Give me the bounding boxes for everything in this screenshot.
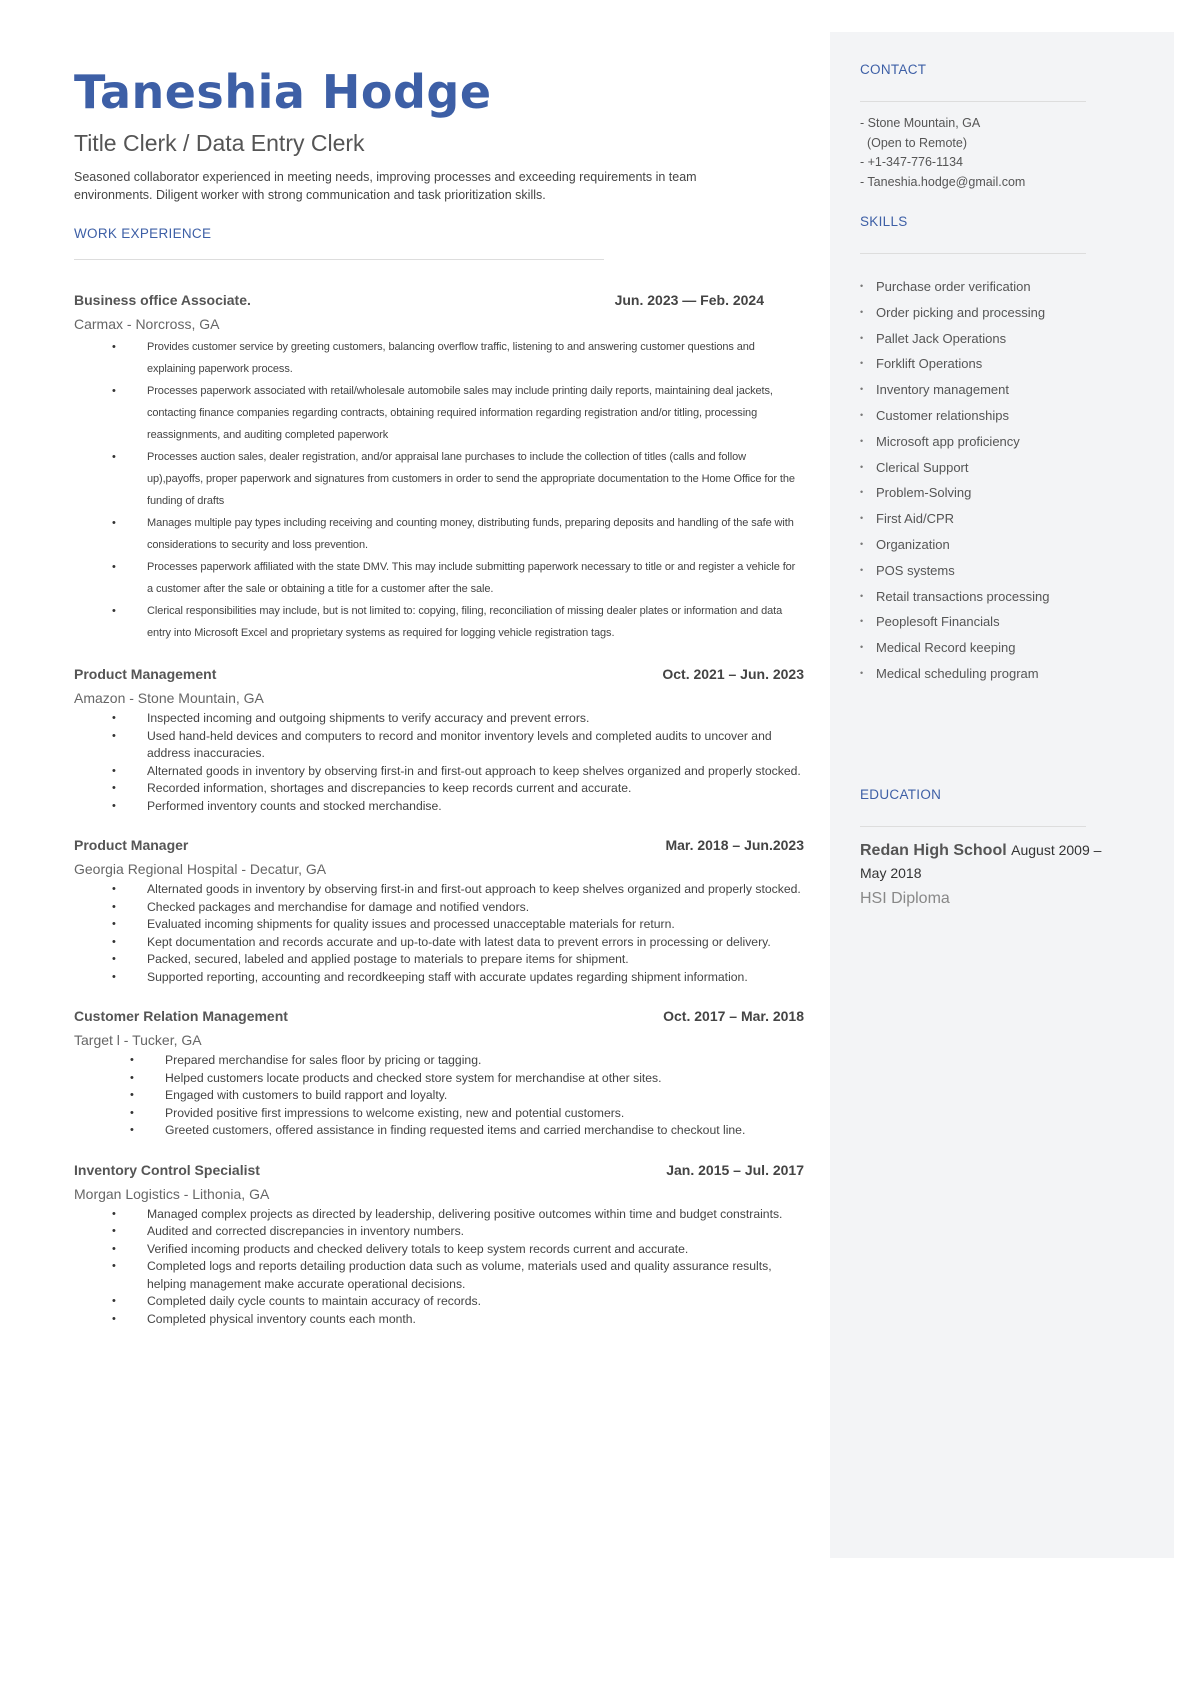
main-column xyxy=(74,62,804,1328)
bullet-item: • Supported reporting, accounting and recordkeeping staff with accurate updates regarding shipment information. xyxy=(74,969,804,987)
job-list xyxy=(74,292,804,1328)
bullet-item: • Kept documentation and records accurate and up-to-date with latest data to prevent errors in processing or delivery. xyxy=(74,934,804,952)
bullet-item: • Processes paperwork associated with retail/wholesale automobile sales may include printing daily reports, maintaining deal jackets, contacting finance companies regarding contracts, obtaining required information regarding registration and/or titling, processing reassignments, and auditing completed paperwork xyxy=(74,380,804,446)
contact-item: - Taneshia.hodge@gmail.com xyxy=(860,174,1026,189)
job-dates: Jan. 2015 – Jul. 2017 xyxy=(666,1161,804,1178)
bullet-item: • Provides customer service by greeting customers, balancing overflow traffic, listening to and answering customer questions and explaining paperwork process. xyxy=(74,336,804,380)
job-dates: Oct. 2017 – Mar. 2018 xyxy=(663,1008,804,1024)
sidebar xyxy=(830,32,1174,1558)
job-header xyxy=(74,292,804,312)
job-role: Customer Relation Management xyxy=(74,1008,288,1024)
job-dates: Jun. 2023 — Feb. 2024 xyxy=(614,292,764,308)
section-divider xyxy=(74,259,604,260)
summary: Seasoned collaborator experienced in meeting needs, improving processes and exceeding requirements in team environments. Diligent worker with strong communication and task prioritization skills. xyxy=(74,170,697,202)
contact-list xyxy=(860,114,1146,192)
job-organization: Georgia Regional Hospital - Decatur, GA xyxy=(74,861,327,877)
job-organization: Carmax - Norcross, GA xyxy=(74,316,220,332)
job-organization: Amazon - Stone Mountain, GA xyxy=(74,690,264,706)
job-title: Title Clerk / Data Entry Clerk xyxy=(74,130,365,156)
bullet-item: • Alternated goods in inventory by observing first-in and first-out approach to keep shelves organized and properly stocked. xyxy=(74,881,804,899)
job-bullets xyxy=(74,1206,804,1329)
skill-item: • Organization xyxy=(860,532,1146,558)
skill-item: • Order picking and processing xyxy=(860,300,1146,326)
bullet-item: • Completed logs and reports detailing production data such as volume, materials used and quality assurance results, helping management make accurate operational decisions. xyxy=(74,1258,804,1293)
section-divider xyxy=(860,253,1086,254)
bullet-item: • Verified incoming products and checked delivery totals to keep system records current and accurate. xyxy=(74,1241,804,1259)
job-entry xyxy=(74,292,804,644)
skill-item: • Problem-Solving xyxy=(860,480,1146,506)
job-header xyxy=(74,666,804,686)
bullet-item: • Checked packages and merchandise for damage and notified vendors. xyxy=(74,899,804,917)
school-name: Redan High School xyxy=(860,841,1007,859)
bullet-item: • Helped customers locate products and checked store system for merchandise at other sites. xyxy=(74,1070,804,1088)
bullet-item: • Alternated goods in inventory by observing first-in and first-out approach to keep shelves organized and properly stocked. xyxy=(74,763,804,781)
contact-item: - +1-347-776-1134 xyxy=(860,155,963,169)
education-entry xyxy=(860,839,1120,885)
bullet-item: • Audited and corrected discrepancies in inventory numbers. xyxy=(74,1223,804,1241)
bullet-item: • Recorded information, shortages and discrepancies to keep records current and accurate. xyxy=(74,780,804,798)
bullet-item: • Completed daily cycle counts to maintain accuracy of records. xyxy=(74,1293,804,1311)
skill-item: • Microsoft app proficiency xyxy=(860,429,1146,455)
bullet-item: • Manages multiple pay types including receiving and counting money, distributing funds, preparing deposits and handling of the safe with considerations to security and loss prevention. xyxy=(74,512,804,556)
bullet-item: • Prepared merchandise for sales floor by pricing or tagging. xyxy=(74,1052,804,1070)
bullet-item: • Engaged with customers to build rapport and loyalty. xyxy=(74,1087,804,1105)
job-role: Product Management xyxy=(74,666,217,682)
job-header xyxy=(74,1008,804,1028)
job-header xyxy=(74,1162,804,1182)
job-bullets xyxy=(74,1052,804,1140)
bullet-item: • Inspected incoming and outgoing shipments to verify accuracy and prevent errors. xyxy=(74,710,804,728)
job-role: Product Manager xyxy=(74,837,189,853)
job-entry xyxy=(74,1162,804,1329)
skill-item: • Clerical Support xyxy=(860,455,1146,481)
skill-item: • Retail transactions processing xyxy=(860,584,1146,610)
job-organization: Target l - Tucker, GA xyxy=(74,1032,202,1048)
bullet-item: • Used hand-held devices and computers to record and monitor inventory levels and completed audits to uncover and address inaccuracies. xyxy=(74,728,804,763)
skill-item: • Medical Record keeping xyxy=(860,635,1146,661)
skill-item: • Medical scheduling program xyxy=(860,661,1146,687)
bullet-item: • Evaluated incoming shipments for quality issues and processed unacceptable materials for return. xyxy=(74,916,804,934)
skill-item: • Forklift Operations xyxy=(860,351,1146,377)
job-role: Business office Associate. xyxy=(74,292,251,308)
skill-item: • Inventory management xyxy=(860,377,1146,403)
skill-item: • Purchase order verification xyxy=(860,274,1146,300)
section-divider xyxy=(860,826,1086,827)
skill-item: • Pallet Jack Operations xyxy=(860,326,1146,352)
degree: HSI Diploma xyxy=(860,889,950,907)
job-organization: Morgan Logistics - Lithonia, GA xyxy=(74,1185,270,1202)
bullet-item: • Clerical responsibilities may include, but is not limited to: copying, filing, reconciliation of missing dealer plates or information and data entry into Microsoft Excel and proprietary systems as required for logging vehicle registration tags. xyxy=(74,600,804,644)
bullet-item: • Performed inventory counts and stocked merchandise. xyxy=(74,798,804,816)
job-header xyxy=(74,837,804,857)
job-dates: Oct. 2021 – Jun. 2023 xyxy=(662,666,804,682)
job-entry xyxy=(74,666,804,815)
skill-item: • First Aid/CPR xyxy=(860,506,1146,532)
bullet-item: • Greeted customers, offered assistance in finding requested items and carried merchandise to checkout line. xyxy=(74,1122,804,1140)
bullet-item: • Managed complex projects as directed by leadership, delivering positive outcomes within time and budget constraints. xyxy=(74,1206,804,1224)
skill-item: • Customer relationships xyxy=(860,403,1146,429)
contact-item: (Open to Remote) xyxy=(860,135,967,150)
job-dates: Mar. 2018 – Jun.2023 xyxy=(665,837,804,853)
job-bullets xyxy=(74,336,804,644)
skills-list xyxy=(860,274,1146,687)
bullet-item: • Processes paperwork affiliated with the state DMV. This may include submitting paperwork necessary to title or and register a vehicle for a customer after the sale or obtaining a title for a customer after the sale. xyxy=(74,556,804,600)
contact-item: - Stone Mountain, GA xyxy=(860,116,981,130)
bullet-item: • Completed physical inventory counts each month. xyxy=(74,1311,804,1329)
work-experience-heading: WORK EXPERIENCE xyxy=(74,226,212,241)
section-divider xyxy=(860,101,1086,102)
skill-item: • Peoplesoft Financials xyxy=(860,609,1146,635)
job-entry xyxy=(74,837,804,986)
education-heading: EDUCATION xyxy=(860,786,942,802)
job-bullets xyxy=(74,710,804,815)
job-bullets xyxy=(74,881,804,986)
bullet-item: • Processes auction sales, dealer registration, and/or appraisal lane purchases to include the collection of titles (calls and follow up),payoffs, proper paperwork and signatures from customers in order to send the appropriate documentation to the Home Office for the funding of drafts xyxy=(74,446,804,512)
contact-heading: CONTACT xyxy=(860,62,927,77)
bullet-item: • Provided positive first impressions to welcome existing, new and potential customers. xyxy=(74,1105,804,1123)
candidate-name: Taneshia Hodge xyxy=(74,65,492,119)
education-dates: August 2009 – May 2018 xyxy=(860,841,1102,881)
skill-item: • POS systems xyxy=(860,558,1146,584)
job-entry xyxy=(74,1008,804,1140)
job-role: Inventory Control Specialist xyxy=(74,1161,260,1178)
skills-heading: SKILLS xyxy=(860,214,908,229)
bullet-item: • Packed, secured, labeled and applied postage to materials to prepare items for shipment. xyxy=(74,951,804,969)
